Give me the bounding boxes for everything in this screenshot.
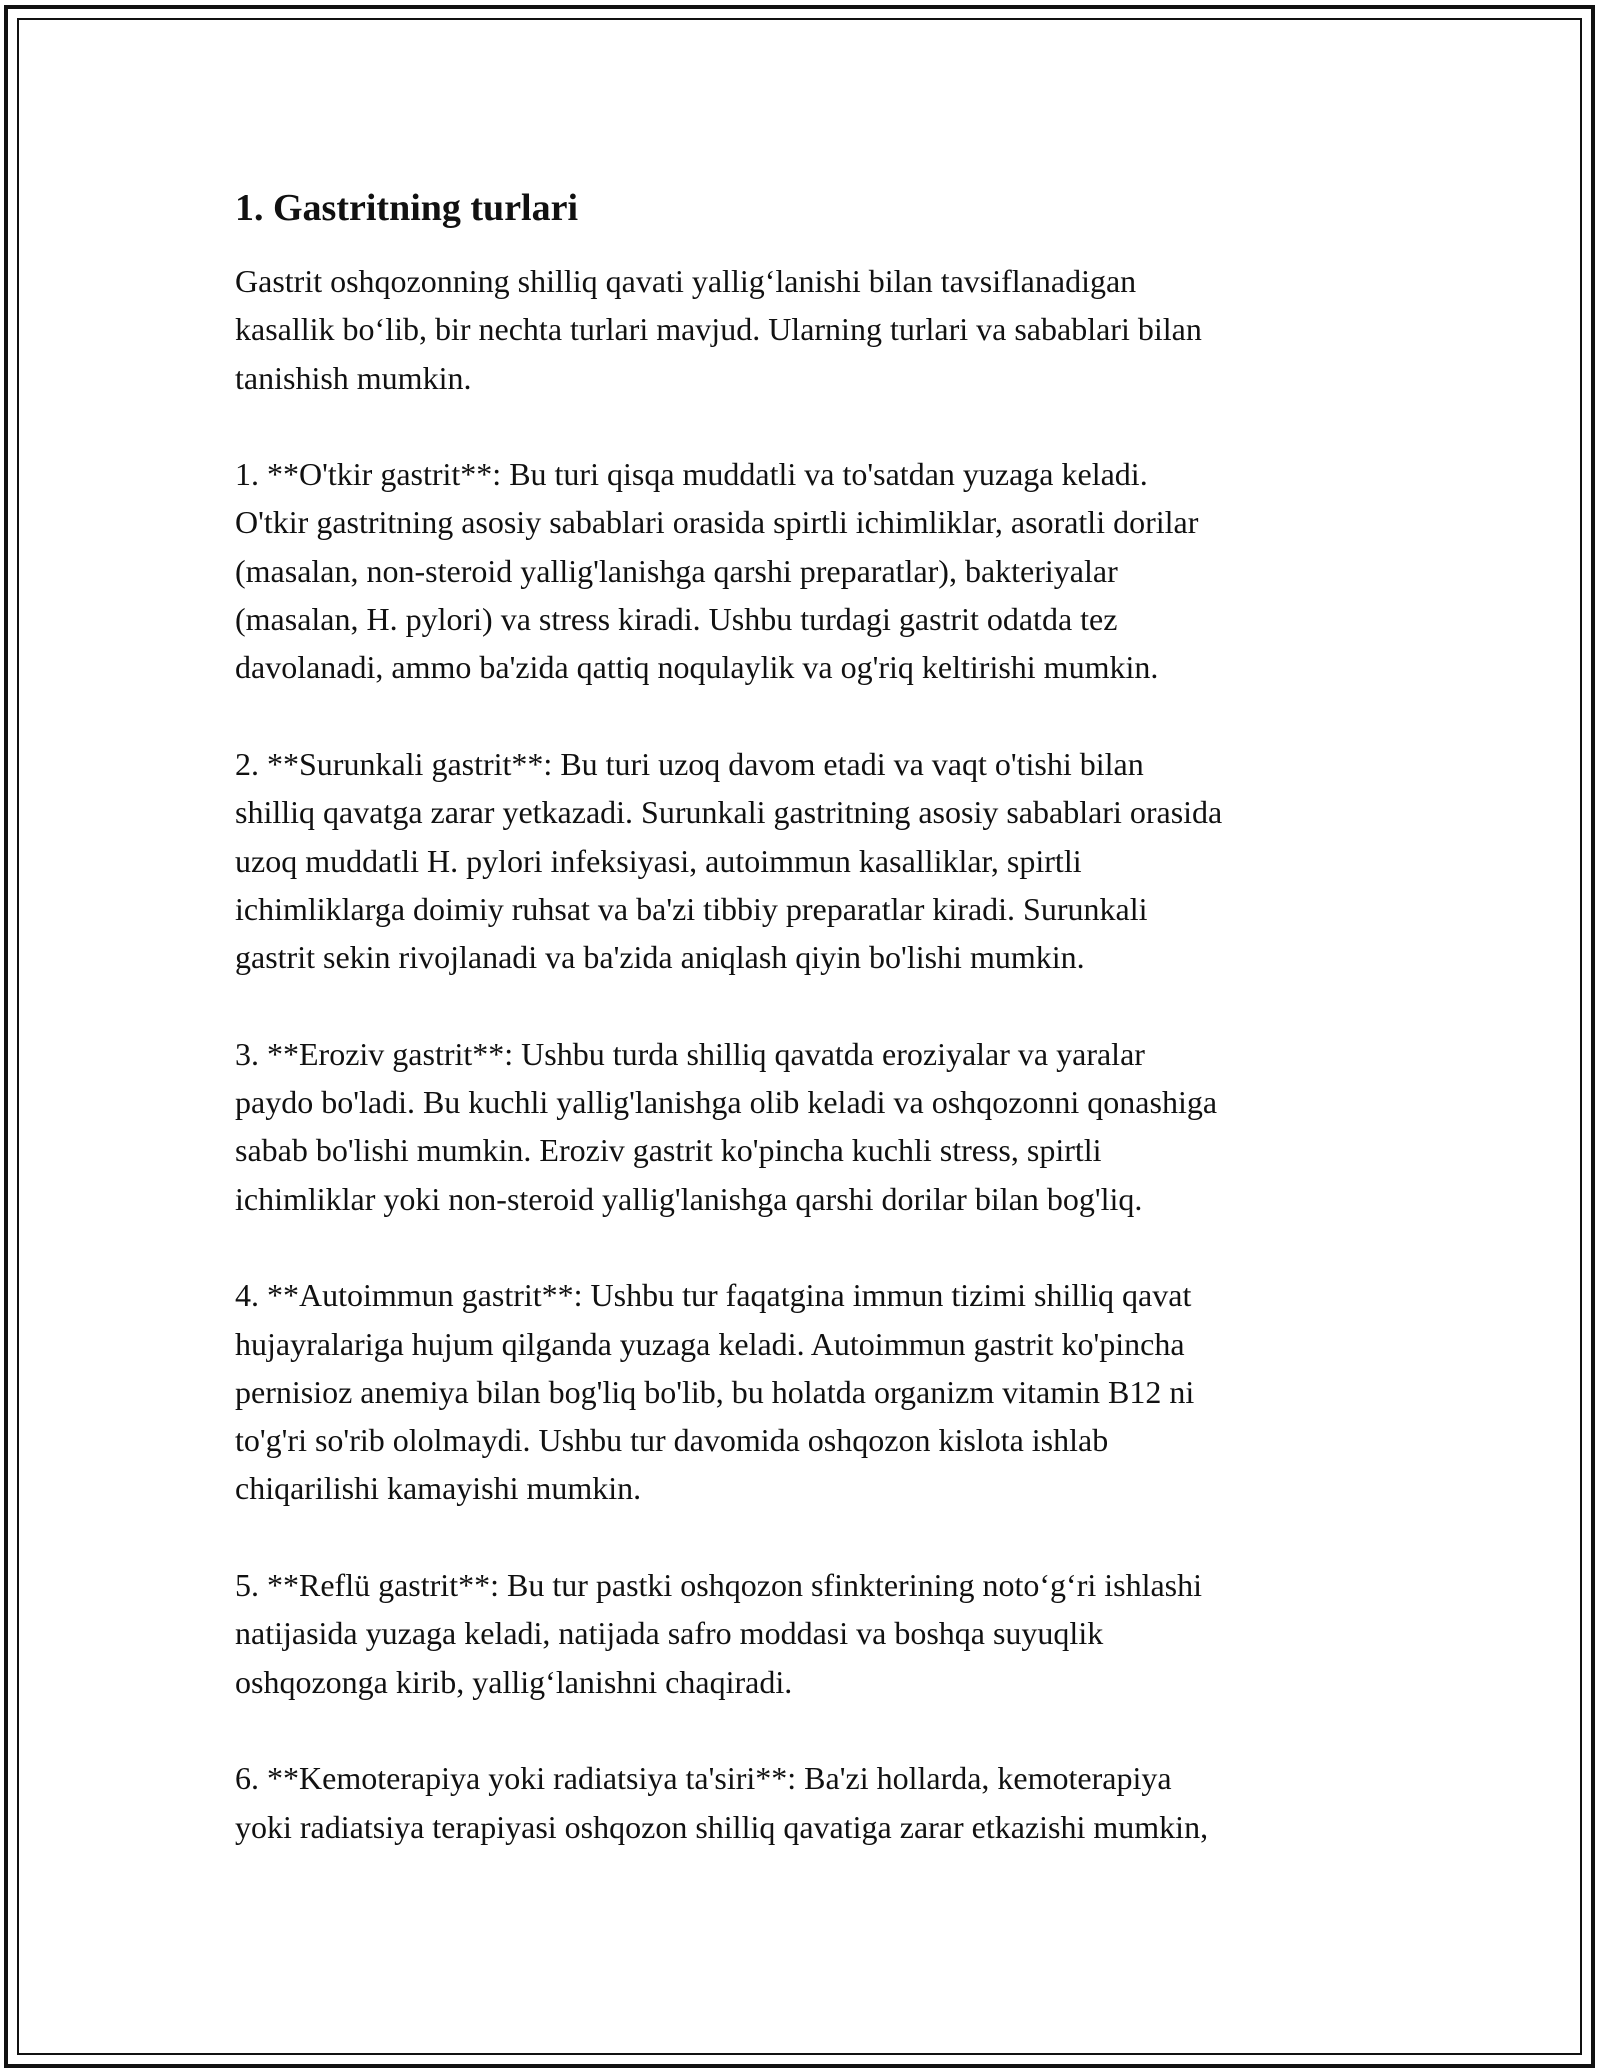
paragraph-1 <box>235 450 1385 691</box>
text-line: (masalan, H. pylori) va stress kiradi. Ushbu turdagi gastrit odatda tez <box>235 601 1118 638</box>
text-line: 2. **Surunkali gastrit**: Bu turi uzoq davom etadi va vaqt o'tishi bilan <box>235 745 1144 782</box>
text-line: natijasida yuzaga keladi, natijada safro moddasi va boshqa suyuqlik <box>235 1615 1104 1652</box>
paragraph-0 <box>235 257 1385 402</box>
paragraph-5 <box>235 1561 1385 1706</box>
text-line: pernisioz anemiya bilan bog'liq bo'lib, bu holatda organizm vitamin B12 ni <box>235 1373 1195 1410</box>
text-line: hujayralariga hujum qilganda yuzaga keladi. Autoimmun gastrit ko'pincha <box>235 1325 1185 1362</box>
text-line: 3. **Eroziv gastrit**: Ushbu turda shilliq qavatda eroziyalar va yaralar <box>235 1035 1145 1072</box>
text-line: davolanadi, ammo ba'zida qattiq noqulaylik va og'riq keltirishi mumkin. <box>235 649 1159 686</box>
text-line: uzoq muddatli H. pylori infeksiyasi, autoimmun kasalliklar, spirtli <box>235 842 1082 879</box>
text-line: shilliq qavatga zarar yetkazadi. Surunkali gastritning asosiy sabablari orasida <box>235 794 1223 831</box>
text-line: kasallik bo‘lib, bir nechta turlari mavjud. Ularning turlari va sabablari bilan <box>235 311 1202 348</box>
text-line: 4. **Autoimmun gastrit**: Ushbu tur faqatgina immun tizimi shilliq qavat <box>235 1277 1192 1314</box>
document-body <box>235 183 1385 1899</box>
paragraph-4 <box>235 1271 1385 1512</box>
text-line: to'g'ri so'rib ololmaydi. Ushbu tur davomida oshqozon kislota ishlab <box>235 1422 1109 1459</box>
text-line: Gastrit oshqozonning shilliq qavati yallig‘lanishi bilan tavsiflanadigan <box>235 263 1137 299</box>
paragraph-3 <box>235 1030 1385 1223</box>
paragraph-2 <box>235 740 1385 981</box>
text-line: ichimliklarga doimiy ruhsat va ba'zi tibbiy preparatlar kiradi. Surunkali <box>235 890 1148 927</box>
text-line: paydo bo'ladi. Bu kuchli yallig'lanishga olib keladi va oshqozonni qonashiga <box>235 1084 1218 1121</box>
text-line: sabab bo'lishi mumkin. Eroziv gastrit ko'pincha kuchli stress, spirtli <box>235 1132 1102 1169</box>
text-line: oshqozonga kirib, yallig‘lanishni chaqiradi. <box>235 1663 793 1700</box>
text-line: (masalan, non-steroid yallig'lanishga qarshi preparatlar), bakteriyalar <box>235 552 1118 589</box>
paragraph-6 <box>235 1754 1385 1851</box>
paragraph-list <box>235 257 1385 1851</box>
text-line: gastrit sekin rivojlanadi va ba'zida aniqlash qiyin bo'lishi mumkin. <box>235 939 1085 976</box>
text-line: O'tkir gastritning asosiy sabablari orasida spirtli ichimliklar, asoratli dorilar <box>235 504 1199 541</box>
text-line: tanishish mumkin. <box>235 359 472 396</box>
text-line: chiqarilishi kamayishi mumkin. <box>235 1470 642 1507</box>
text-line: yoki radiatsiya terapiyasi oshqozon shilliq qavatiga zarar etkazishi mumkin, <box>235 1808 1209 1845</box>
text-line: 1. **O'tkir gastrit**: Bu turi qisqa muddatli va to'satdan yuzaga keladi. <box>235 456 1148 493</box>
section-heading: 1. Gastritning turlari <box>235 187 579 229</box>
text-line: 5. **Reflü gastrit**: Bu tur pastki oshqozon sfinkterining noto‘g‘ri ishlashi <box>235 1567 1203 1604</box>
text-line: 6. **Kemoterapiya yoki radiatsiya ta'siri**: Ba'zi hollarda, kemoterapiya <box>235 1760 1172 1797</box>
text-line: ichimliklar yoki non-steroid yallig'lanishga qarshi dorilar bilan bog'liq. <box>235 1180 1143 1217</box>
